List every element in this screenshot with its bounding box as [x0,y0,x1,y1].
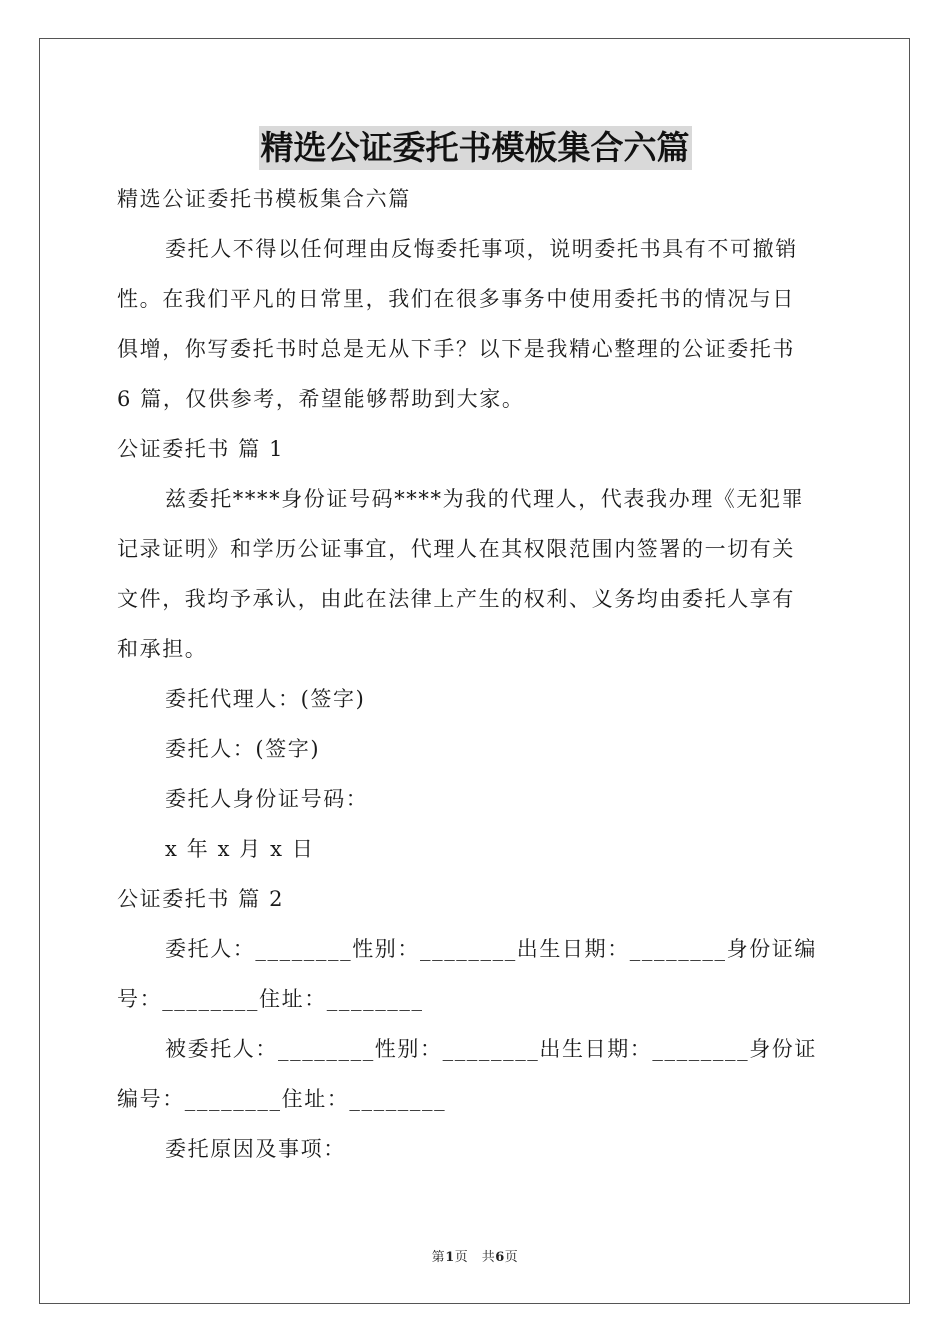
section-1-body-line-4: 和承担。 [117,637,208,661]
section-1-heading: 公证委托书 篇 1 [117,437,285,461]
document-subtitle: 精选公证委托书模板集合六篇 [117,187,411,211]
section-1-body-line-3: 文件，我均予承认，由此在法律上产生的权利、义务均由委托人享有 [117,587,795,611]
section-2-heading: 公证委托书 篇 2 [117,887,285,911]
section-1-body-line-1: 兹委托****身份证号码****为我的代理人，代表我办理《无犯罪 [165,487,805,511]
section-2-agent-line-1: 被委托人：________性别：________出生日期：________身份证 [165,1037,817,1061]
intro-line-1: 委托人不得以任何理由反悔委托事项，说明委托书具有不可撤销 [165,237,798,261]
section-1-body-line-2: 记录证明》和学历公证事宜，代理人在其权限范围内签署的一切有关 [117,537,795,561]
principal-id-line: 委托人身份证号码： [165,787,369,811]
section-2-agent-line-2: 编号：________住址：________ [117,1087,447,1111]
date-line: x 年 x 月 x 日 [165,837,315,861]
footer-page-suffix: 页 [504,1250,519,1265]
document-title: 精选公证委托书模板集合六篇 [259,126,692,170]
section-2-principal-line-1: 委托人：________性别：________出生日期：________身份证编 [165,937,817,961]
page-border [39,38,910,1304]
footer-current-page: 1 [445,1250,455,1265]
agent-signature-line: 委托代理人：(签字) [165,687,366,711]
page-footer [0,1246,950,1265]
intro-line-3: 俱增，你写委托书时总是无从下手？以下是我精心整理的公证委托书 [117,337,795,361]
footer-page-mid: 页 共 [454,1250,496,1265]
section-2-principal-line-2: 号：________住址：________ [117,987,424,1011]
section-2-reason-line: 委托原因及事项： [165,1137,346,1161]
intro-line-2: 性。在我们平凡的日常里，我们在很多事务中使用委托书的情况与日 [117,287,795,311]
title-container [0,126,950,170]
footer-total-pages: 6 [495,1250,505,1265]
footer-page-prefix: 第 [431,1250,446,1265]
principal-signature-line: 委托人：(签字) [165,737,321,761]
intro-line-4: 6 篇，仅供参考，希望能够帮助到大家。 [117,387,525,411]
